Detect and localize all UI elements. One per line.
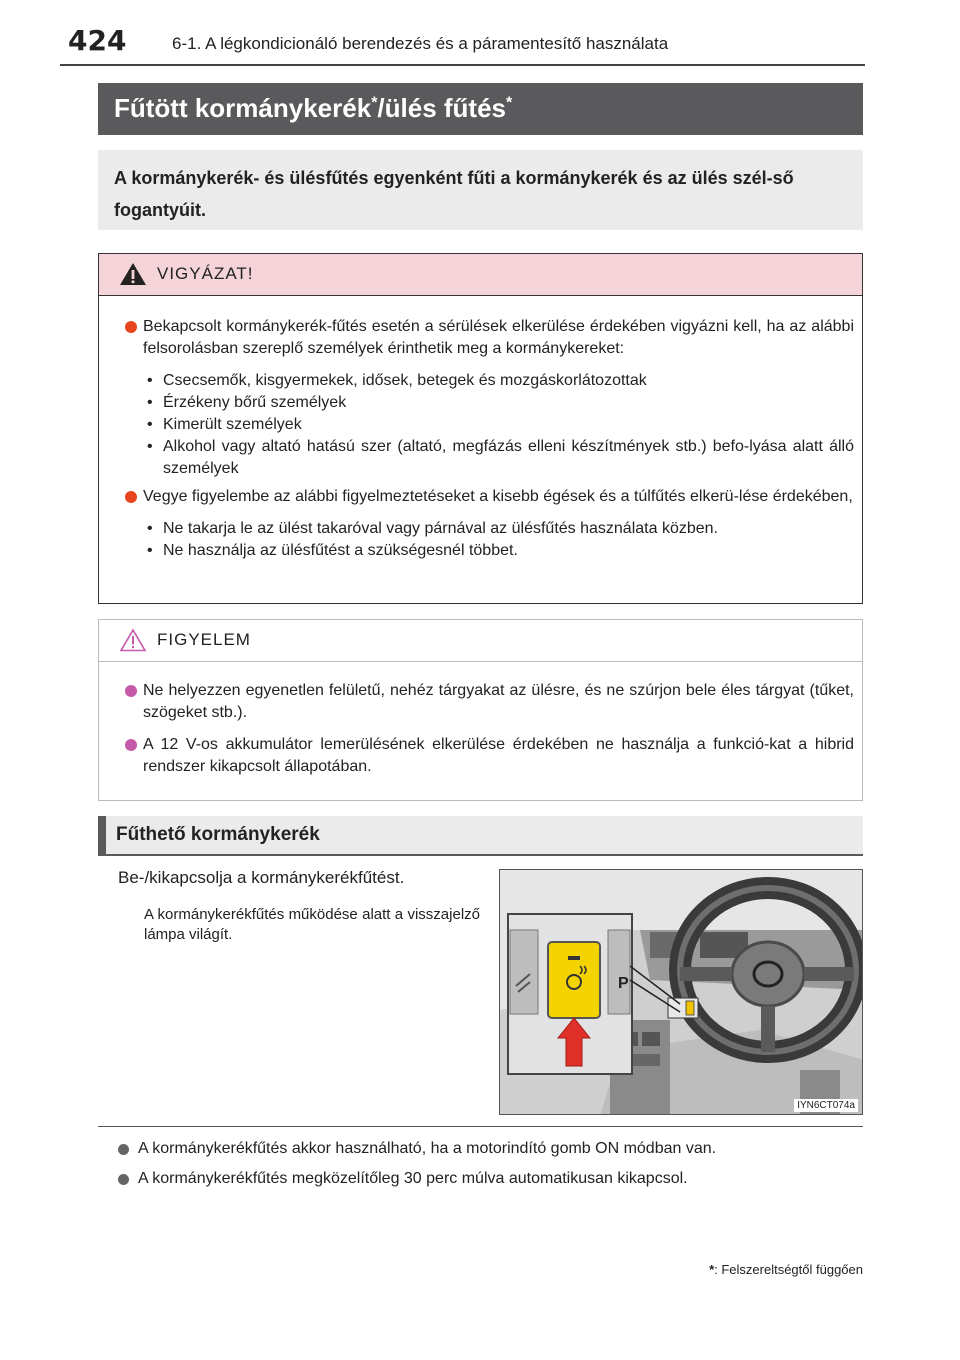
intro-box [98, 150, 863, 230]
caution-sublist [115, 508, 854, 562]
caution-item: Vegye figyelembe az alábbi figyelmeztetéseket a kisebb égések és a túlfűtés elkerü-lése érdekében, [115, 486, 854, 508]
caution-item: Bekapcsolt kormánykerék-fűtés esetén a sérülések elkerülése érdekében vigyázni kell, ha az alábbi felsorolásban szereplő személyek érinthetik meg a kormánykereket: [115, 316, 854, 360]
figure-code: IYN6CT074a [794, 1099, 858, 1112]
notice-item: Ne helyezzen egyenetlen felületű, nehéz tárgyakat az ülésre, és ne szúrjon bele éles tárgyat (tűket, szögeket stb.). [115, 680, 854, 724]
footnote-text: : Felszereltségtől függően [714, 1262, 863, 1277]
dashboard-illustration [500, 870, 863, 1115]
step-note: A kormánykerékfűtés működése alatt a visszajelző lámpa világít. [144, 906, 480, 943]
footnote-mark: * [709, 1262, 715, 1277]
step-text: Be-/kikapcsolja a kormánykerékfűtést. [118, 868, 405, 887]
caution-body [99, 296, 862, 562]
notice-box [98, 619, 863, 801]
bullet-dot-icon [118, 1144, 129, 1155]
warning-triangle-icon [119, 262, 147, 286]
footnote [709, 1262, 863, 1277]
bullet-dot-icon [125, 685, 137, 697]
intro-text: A kormánykerék- és ülésfűtés egyenként fűti a kormánykerék és az ülés szél-ső fogantyúit. [114, 168, 794, 220]
bullet-dot-icon [118, 1174, 129, 1185]
list-item: • Kimerült személyek [143, 414, 854, 436]
bullet-dot-icon [125, 739, 137, 751]
title-bar [98, 83, 863, 135]
list-item: • Ne takarja le az ülést takaróval vagy párnával az ülésfűtés használata közben. [143, 518, 854, 540]
page-header [60, 22, 865, 66]
bullet-dot-icon [125, 321, 137, 333]
page-number: 424 [68, 24, 127, 57]
steering-wheel-figure [499, 869, 863, 1115]
section-title: 6-1. A légkondicionáló berendezés és a páramentesítő használata [172, 34, 669, 53]
list-item: • Csecsemők, kisgyermekek, idősek, betegek és mozgáskorlátozottak [143, 370, 854, 392]
caution-box [98, 253, 863, 604]
page-title: Fűtött kormánykerék*/ülés fűtés* [114, 93, 513, 123]
caution-header [99, 254, 862, 296]
list-item: • Alkohol vagy altató hatású szer (altató, megfázás elleni készítmények stb.) befo-lyása alatt álló személyek [143, 436, 854, 480]
notice-header [99, 620, 862, 662]
list-item: • Ne használja az ülésfűtést a szükségesnél többet. [143, 540, 854, 562]
warning-triangle-outline-icon [119, 628, 147, 652]
divider [98, 1126, 863, 1127]
info-item: A kormánykerékfűtés megközelítőleg 30 perc múlva automatikusan kikapcsol. [118, 1170, 863, 1188]
notice-body [99, 662, 862, 778]
notice-title: FIGYELEM [157, 630, 251, 649]
subsection-header [98, 816, 863, 856]
notice-item: A 12 V-os akkumulátor lemerülésének elkerülése érdekében ne használja a funkció-kat a hibrid rendszer kikapcsolt állapotában. [115, 734, 854, 778]
svg-text:P: P [618, 975, 629, 992]
caution-sublist [115, 360, 854, 480]
bullet-dot-icon [125, 491, 137, 503]
list-item: • Érzékeny bőrű személyek [143, 392, 854, 414]
subsection-title: Fűthető kormánykerék [116, 824, 320, 845]
info-item: A kormánykerékfűtés akkor használható, ha a motorindító gomb ON módban van. [118, 1140, 863, 1158]
caution-title: VIGYÁZAT! [157, 264, 254, 283]
